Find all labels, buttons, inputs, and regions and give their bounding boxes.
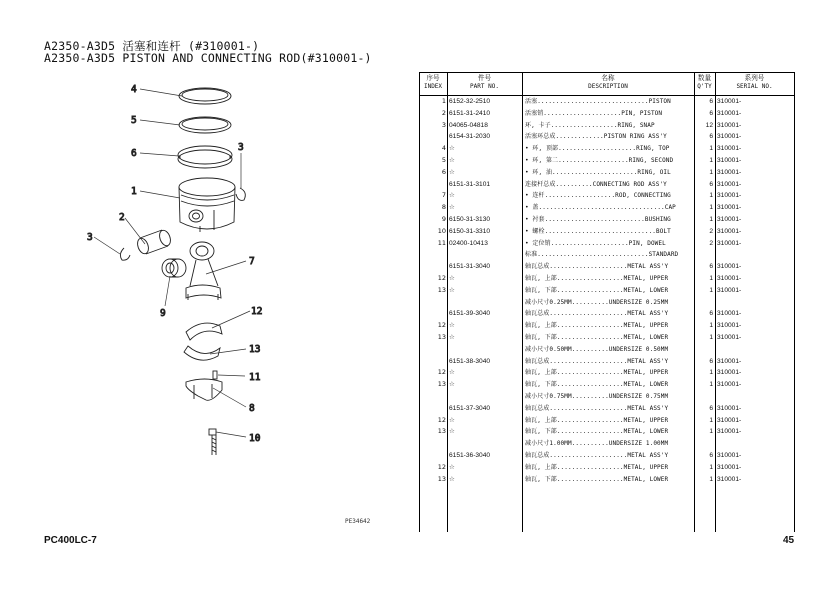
table-row [419, 167, 795, 179]
row-qty: 1 [709, 145, 713, 153]
table-row [419, 273, 795, 285]
row-index: 5 [441, 156, 446, 164]
callout-3-lower: 3 [87, 232, 93, 243]
row-serial-no: 310001- [717, 216, 742, 223]
table-row [419, 143, 795, 155]
row-part-no: 6151-38-3040 [449, 357, 491, 365]
row-serial-no: 310001- [717, 109, 742, 117]
row-index: 12 [437, 462, 446, 471]
row-description: 轴瓦, 下部..................METAL, LOWER [525, 475, 669, 483]
row-description: 轴瓦, 下部..................METAL, LOWER [525, 428, 669, 436]
table-row [419, 120, 795, 132]
row-qty: 1 [709, 216, 713, 223]
header-description: 名称 DESCRIPTION [588, 74, 628, 90]
row-serial-no: 310001- [717, 263, 742, 271]
row-part-no: 6151-37-3040 [449, 404, 491, 412]
row-serial-no: 310001- [717, 227, 742, 235]
row-part-no: 6151-31-3101 [449, 180, 491, 188]
table-row [419, 179, 795, 191]
callout-8: 8 [249, 403, 255, 414]
row-index: 13 [437, 427, 446, 436]
ring-top-drawing [179, 88, 231, 104]
row-qty: 1 [709, 381, 713, 389]
row-serial-no: 310001- [717, 239, 742, 247]
row-qty: 6 [709, 357, 713, 365]
row-serial-no: 310001- [717, 334, 742, 341]
row-description: 活塞环总成.............PISTON RING ASS'Y [525, 133, 667, 141]
row-part-no: ☆ [449, 275, 455, 282]
row-qty: 6 [709, 263, 713, 271]
callout-7: 7 [249, 256, 255, 267]
page-number: 45 [783, 535, 795, 546]
callout-3-upper: 3 [238, 142, 244, 153]
page-title-en: A2350-A3D5 PISTON AND CONNECTING ROD(#310001-) [44, 51, 372, 65]
ring-second-drawing [179, 117, 231, 133]
page-title-zh: A2350-A3D5 活塞和连杆 (#310001-) [44, 39, 260, 53]
callout-9: 9 [160, 308, 166, 319]
row-serial-no: 310001- [717, 381, 742, 389]
row-part-no: ☆ [449, 322, 455, 330]
table-row [419, 415, 795, 427]
model-name: PC400LC-7 [44, 535, 97, 546]
row-index: 12 [437, 274, 446, 282]
callout-6: 6 [131, 148, 137, 159]
row-description: 减小尺寸0.25MM..........UNDERSIZE 0.25MM [525, 298, 669, 306]
row-description: 轴瓦, 上部..................METAL, UPPER [525, 416, 669, 424]
row-description: • 定位销.....................PIN, DOWEL [525, 239, 666, 247]
row-serial-no: 310001- [717, 98, 742, 105]
row-part-no: 04065-04818 [449, 121, 488, 129]
row-description: • 环, 第二...................RING, SECOND [525, 157, 674, 164]
table-row [419, 403, 795, 415]
table-row [419, 214, 795, 226]
row-part-no: 6154-31-2030 [449, 133, 491, 141]
row-part-no: ☆ [449, 475, 455, 483]
table-row [419, 344, 795, 356]
row-part-no: 6151-31-2410 [449, 109, 491, 117]
row-part-no: 6150-31-3310 [449, 227, 491, 235]
parts-table [419, 72, 795, 532]
row-description: • 螺栓..............................BOLT [525, 227, 671, 235]
snap-ring-upper-drawing [236, 188, 245, 200]
row-qty: 1 [709, 416, 713, 424]
row-part-no: 6151-36-3040 [449, 452, 491, 459]
row-index: 12 [437, 368, 446, 377]
row-qty: 1 [709, 463, 713, 471]
dowel-pin-drawing [213, 371, 217, 379]
row-serial-no: 310001- [717, 475, 742, 483]
table-row [419, 261, 795, 273]
row-serial-no: 310001- [717, 428, 742, 436]
row-qty: 1 [709, 475, 713, 483]
row-serial-no: 310001- [717, 168, 742, 176]
row-index: 8 [441, 203, 446, 212]
row-part-no: ☆ [449, 428, 455, 436]
row-qty: 1 [709, 192, 713, 200]
piston-drawing [179, 178, 235, 232]
ring-oil-drawing [178, 146, 232, 168]
row-index: 2 [441, 108, 446, 117]
row-description: • 衬套...........................BUSHING [525, 216, 671, 223]
row-part-no: 02400-10413 [449, 239, 488, 247]
row-serial-no: 310001- [717, 369, 742, 377]
row-part-no: 6152-32-2510 [449, 98, 491, 105]
row-serial-no: 310001- [717, 416, 742, 424]
row-index: 12 [437, 321, 446, 330]
row-description: 标准..............................STANDARD [525, 251, 679, 259]
row-index: 4 [441, 144, 446, 153]
row-qty: 1 [709, 334, 713, 341]
table-row [419, 108, 795, 120]
snap-ring-lower-drawing [120, 248, 130, 260]
row-serial-no: 310001- [717, 180, 742, 188]
callout-4: 4 [131, 84, 137, 95]
row-part-no: ☆ [449, 157, 455, 164]
row-index: 1 [441, 97, 446, 105]
row-index: 6 [441, 167, 446, 176]
header-index: 序号 INDEX [423, 74, 443, 90]
row-description: • 连杆...................ROD, CONNECTING [525, 192, 671, 200]
row-part-no: ☆ [449, 369, 455, 377]
callout-5: 5 [131, 115, 137, 126]
row-description: 活塞..............................PISTON [525, 98, 671, 105]
callout-10: 10 [249, 433, 261, 444]
row-part-no: ☆ [449, 286, 455, 294]
row-description: 轴瓦总成.....................METAL ASS'Y [525, 404, 669, 412]
row-qty: 1 [709, 322, 713, 330]
row-description: 轴瓦总成.....................METAL ASS'Y [525, 310, 669, 318]
row-serial-no: 310001- [717, 275, 742, 282]
table-row [419, 202, 795, 214]
table-row [419, 249, 795, 261]
row-part-no: ☆ [449, 416, 455, 424]
row-part-no: 6151-39-3040 [449, 310, 491, 318]
header-part-no: 件号 PART NO. [470, 74, 499, 90]
row-qty: 1 [709, 286, 713, 294]
row-description: 环, 卡子..................RING, SNAP [525, 121, 655, 129]
row-part-no: ☆ [449, 381, 455, 389]
row-description: 轴瓦, 上部..................METAL, UPPER [525, 369, 669, 377]
row-serial-no: 310001- [717, 463, 742, 471]
row-index: 9 [441, 215, 446, 223]
table-row [419, 190, 795, 202]
callout-13: 13 [249, 344, 261, 355]
table-row [419, 438, 795, 450]
table-row [419, 462, 795, 474]
row-description: 轴瓦总成.....................METAL ASS'Y [525, 357, 669, 365]
row-description: 轴瓦, 上部..................METAL, UPPER [525, 463, 669, 471]
table-row [419, 320, 795, 332]
table-row [419, 155, 795, 167]
row-description: 轴瓦, 上部..................METAL, UPPER [525, 322, 669, 330]
row-description: 减小尺寸1.00MM..........UNDERSIZE 1.00MM [525, 440, 669, 448]
row-part-no: ☆ [449, 204, 455, 212]
row-index: 12 [437, 415, 446, 424]
row-description: 轴瓦, 下部..................METAL, LOWER [525, 381, 669, 389]
callout-1: 1 [131, 186, 137, 197]
row-qty: 1 [709, 428, 713, 436]
row-index: 13 [437, 285, 446, 294]
row-description: 减小尺寸0.50MM..........UNDERSIZE 0.50MM [525, 345, 669, 353]
exploded-parts-diagram [0, 60, 420, 530]
row-serial-no: 310001- [717, 157, 742, 164]
row-qty: 2 [709, 239, 713, 247]
row-index: 3 [441, 120, 446, 129]
row-description: 轴瓦, 下部..................METAL, LOWER [525, 334, 669, 341]
row-qty: 1 [709, 369, 713, 377]
row-qty: 1 [709, 204, 713, 212]
table-row [419, 131, 795, 143]
row-serial-no: 310001- [717, 286, 742, 294]
row-description: 连接杆总成..........CONNECTING ROD ASS'Y [525, 180, 667, 188]
row-description: 轴瓦, 下部..................METAL, LOWER [525, 286, 669, 294]
row-serial-no: 310001- [717, 452, 742, 459]
header-serial-no: 系列号 SERIAL NO. [736, 74, 773, 90]
row-qty: 2 [709, 227, 713, 235]
row-part-no: ☆ [449, 334, 455, 341]
table-row [419, 297, 795, 309]
row-part-no: ☆ [449, 168, 455, 176]
callout-2: 2 [119, 212, 125, 223]
table-row [419, 356, 795, 368]
row-index: 13 [437, 380, 446, 389]
row-serial-no: 310001- [717, 357, 742, 365]
row-index: 13 [437, 474, 446, 483]
row-qty: 1 [709, 275, 713, 282]
table-row [419, 285, 795, 297]
row-serial-no: 310001- [717, 404, 742, 412]
figure-code: PE34642 [345, 518, 371, 525]
row-qty: 6 [709, 133, 713, 141]
row-description: 活塞销.....................PIN, PISTON [525, 109, 663, 117]
table-row [419, 426, 795, 438]
table-row [419, 96, 795, 108]
table-row [419, 308, 795, 320]
table-row [419, 332, 795, 344]
header-qty: 数量 Q'TY [697, 74, 712, 90]
row-description: • 盖..................................CAP [525, 204, 676, 212]
table-row [419, 238, 795, 250]
row-index: 13 [437, 333, 446, 341]
row-serial-no: 310001- [717, 204, 742, 212]
row-qty: 12 [705, 121, 713, 129]
row-qty: 6 [709, 452, 713, 459]
row-description: 轴瓦总成.....................METAL ASS'Y [525, 263, 669, 271]
table-row [419, 367, 795, 379]
row-qty: 6 [709, 109, 713, 117]
row-serial-no: 310001- [717, 310, 742, 318]
rod-cap-drawing [186, 379, 222, 400]
callout-11: 11 [249, 372, 261, 383]
row-part-no: ☆ [449, 145, 455, 153]
row-description: • 环, 油.......................RING, OIL [525, 168, 671, 176]
table-row [419, 391, 795, 403]
row-description: 减小尺寸0.75MM..........UNDERSIZE 0.75MM [525, 393, 669, 400]
row-serial-no: 310001- [717, 133, 742, 141]
bolt-drawing [209, 429, 216, 455]
row-qty: 6 [709, 180, 713, 188]
table-row [419, 474, 795, 486]
row-index: 7 [441, 191, 446, 200]
row-index: 11 [437, 238, 446, 247]
row-description: 轴瓦, 上部..................METAL, UPPER [525, 275, 669, 282]
piston-pin-drawing [136, 229, 173, 255]
bushing-drawing [162, 259, 186, 277]
callout-12: 12 [251, 306, 263, 317]
table-row [419, 450, 795, 462]
row-index: 10 [437, 226, 446, 235]
row-part-no: 6151-31-3040 [449, 263, 491, 271]
row-part-no: ☆ [449, 192, 455, 200]
row-part-no: 6150-31-3130 [449, 216, 491, 223]
row-qty: 6 [709, 404, 713, 412]
row-qty: 1 [709, 157, 713, 164]
row-description: • 环, 顶部.....................RING, TOP [525, 145, 670, 153]
row-serial-no: 310001- [717, 145, 742, 153]
table-row [419, 226, 795, 238]
row-qty: 6 [709, 98, 713, 105]
row-serial-no: 310001- [717, 192, 742, 200]
row-serial-no: 310001- [717, 121, 742, 129]
row-part-no: ☆ [449, 463, 455, 471]
row-serial-no: 310001- [717, 322, 742, 330]
table-row [419, 379, 795, 391]
row-qty: 1 [709, 168, 713, 176]
row-qty: 6 [709, 310, 713, 318]
row-description: 轴瓦总成.....................METAL ASS'Y [525, 452, 669, 459]
